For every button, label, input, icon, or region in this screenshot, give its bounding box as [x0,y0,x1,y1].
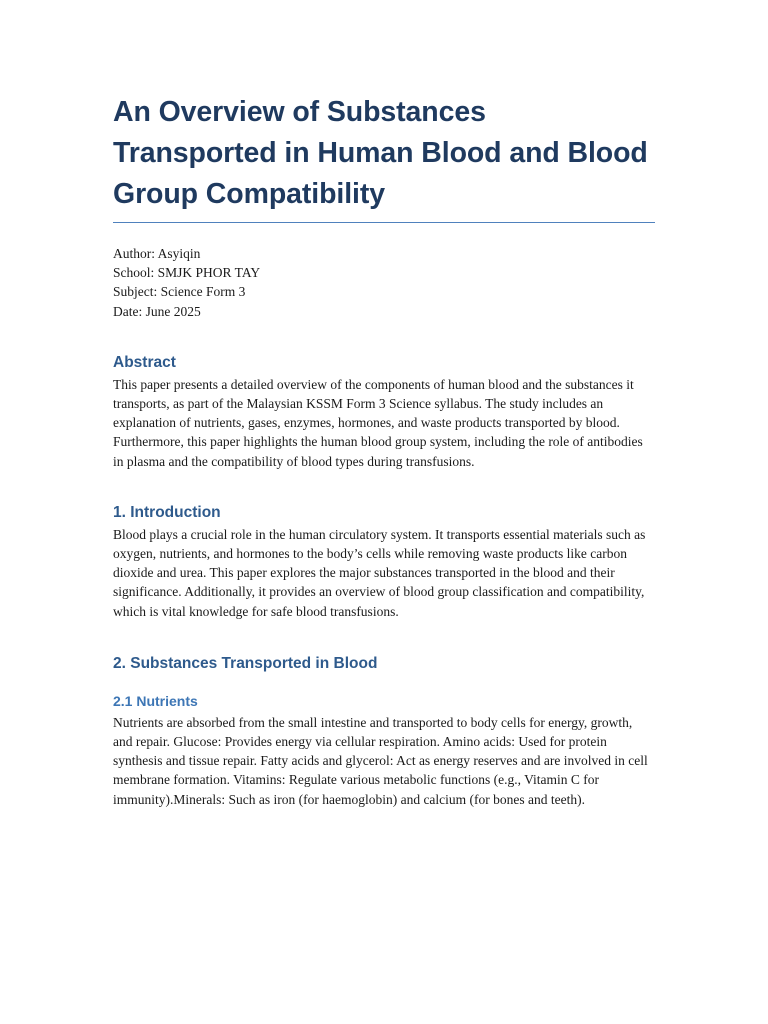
nutrients-heading: 2.1 Nutrients [113,692,198,709]
nutrients-paragraph: Nutrients are absorbed from the small intestine and transported to body cells for energy, growth, and repair. Glucose: Provides energy via cellular respiration. Amino acids: Used for protein synthesis and tissue repair. Fatty acids and glycerol: Act as energy reserves and are involved in cell membrane formation. Vitamins: Regulate various metabolic functions (e.g., Vitamin C for immunity).Minerals: Such as iron (for haemoglobin) and calcium (for bones and teeth). [113,714,648,807]
document-content [113,92,655,809]
introduction-paragraph: Blood plays a crucial role in the human circulatory system. It transports essential materials such as oxygen, nutrients, and hormones to the body’s cells while removing waste products like carbon dioxide and urea. This paper explores the major substances transported in the blood and their significance. Additionally, it provides an overview of blood group classification and compatibility, which is vital knowledge for safe blood transfusions. [113,526,646,619]
abstract-heading: Abstract [113,353,176,371]
meta-author: Author: Asyiqin [113,246,201,261]
meta-school: School: SMJK PHOR TAY [113,265,261,281]
abstract-paragraph: This paper presents a detailed overview of the components of human blood and the substances it transports, as part of the Malaysian KSSM Form 3 Science syllabus. The study includes an explanation of nutrients, gases, enzymes, hormones, and waste products transported by blood. Furthermore, this paper highlights the human blood group system, including the role of antibodies in plasma and the compatibility of blood types during transfusions. [113,376,643,469]
document-meta [113,244,655,321]
introduction-heading: 1. Introduction [113,503,221,521]
meta-date: Date: June 2025 [113,303,201,319]
substances-heading: 2. Substances Transported in Blood [113,654,378,672]
document-title: An Overview of Substances Transported in Human Blood and Blood Group Compatibility [113,92,655,223]
meta-subject: Subject: Science Form 3 [113,284,246,300]
